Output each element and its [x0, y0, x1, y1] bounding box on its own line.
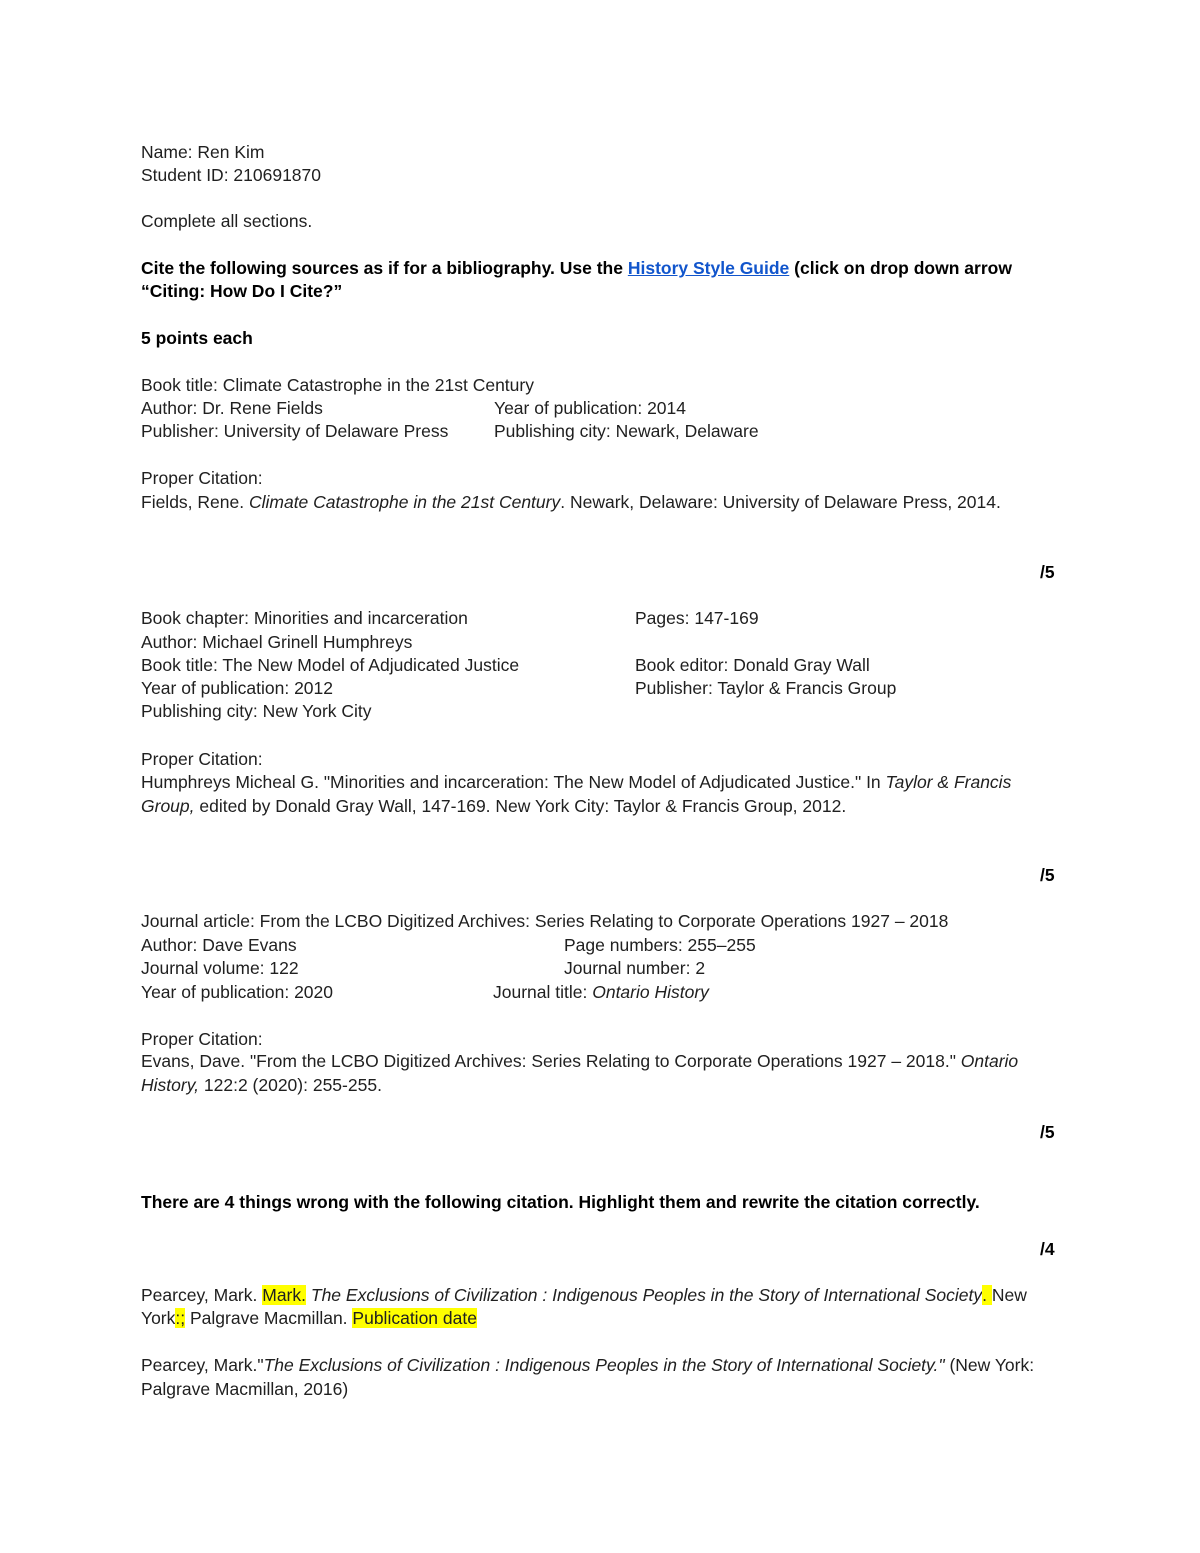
- s1-author: Author: Dr. Rene Fields: [141, 398, 323, 418]
- s3-citation-b: Ontario: [960, 1051, 1019, 1071]
- s3-pages: Page numbers: 255–255: [564, 935, 756, 955]
- s2-citation-c: Group,: [141, 796, 195, 816]
- s2-score: /5: [1040, 865, 1055, 885]
- s2-citation-b: Taylor & Francis: [885, 772, 1012, 792]
- s1-citation-a: Fields, Rene.: [141, 492, 249, 512]
- s1-publisher: Publisher: University of Delaware Press: [141, 421, 449, 441]
- s2-citation-line1: [141, 772, 1011, 792]
- s2-book-title: Book title: The New Model of Adjudicated Justice: [141, 655, 520, 675]
- student-id: Student ID: 210691870: [141, 165, 322, 185]
- s2-citation-line2: [141, 796, 846, 816]
- wrong-citation-line1: [141, 1285, 1027, 1305]
- s3-author: Author: Dave Evans: [141, 935, 297, 955]
- s3-proper-label: Proper Citation:: [141, 1029, 263, 1049]
- cite-instruction-line2: “Citing: How Do I Cite?”: [141, 281, 343, 301]
- highlight-punctuation: :;: [175, 1308, 186, 1328]
- s3-citation-a: Evans, Dave. "From the LCBO Digitized Archives: Series Relating to Corporate Operations 1927 – 2018.": [141, 1051, 961, 1071]
- s1-citation: [141, 492, 1001, 512]
- s2-editor: Book editor: Donald Gray Wall: [635, 655, 870, 675]
- s3-citation-line2: [141, 1075, 382, 1095]
- rewritten-b: (New York:: [944, 1355, 1035, 1375]
- s1-citation-title: Climate Catastrophe in the 21st Century: [248, 492, 561, 512]
- s2-chapter: Book chapter: Minorities and incarceration: [141, 608, 468, 628]
- s2-citation-a: Humphreys Micheal G. "Minorities and incarceration: The New Model of Adjudicated Justice." In: [141, 772, 886, 792]
- s3-journal-label: Journal title:: [493, 982, 593, 1002]
- s3-citation-c: History,: [141, 1075, 200, 1095]
- wrong-instruction: There are 4 things wrong with the following citation. Highlight them and rewrite the citation correctly.: [141, 1192, 980, 1212]
- wrong-l2-b: Palgrave Macmillan.: [185, 1308, 353, 1328]
- s3-journal: [493, 982, 709, 1002]
- cite-instruction-text: Cite the following sources as if for a bibliography. Use the: [141, 258, 628, 278]
- s3-citation-d: 122:2 (2020): 255-255.: [199, 1075, 382, 1095]
- highlight-duplicate-name: Mark.: [262, 1285, 306, 1305]
- highlight-publication-date: Publication date: [352, 1308, 477, 1328]
- instruction-text: Complete all sections.: [141, 211, 313, 231]
- highlight-period: .: [982, 1285, 992, 1305]
- student-name: Name: Ren Kim: [141, 142, 265, 162]
- wrong-score: /4: [1040, 1239, 1055, 1259]
- points-label: 5 points each: [141, 328, 253, 348]
- cite-instruction-tail: (click on drop down arrow: [789, 258, 1012, 278]
- s2-author: Author: Michael Grinell Humphreys: [141, 632, 413, 652]
- wrong-l1-title: The Exclusions of Civilization : Indigenous Peoples in the Story of International Society: [310, 1285, 983, 1305]
- s1-score: /5: [1040, 562, 1055, 582]
- s3-year: Year of publication: 2020: [141, 982, 334, 1002]
- history-style-guide-link[interactable]: History Style Guide: [627, 258, 790, 278]
- wrong-l2-a: York: [141, 1308, 176, 1328]
- s2-year: Year of publication: 2012: [141, 678, 334, 698]
- rewritten-citation-line2: Palgrave Macmillan, 2016): [141, 1379, 349, 1399]
- s1-citation-c: . Newark, Delaware: University of Delaware Press, 2014.: [560, 492, 1001, 512]
- cite-instruction: [141, 258, 1012, 278]
- s2-pages: Pages: 147-169: [635, 608, 759, 628]
- s2-city: Publishing city: New York City: [141, 701, 372, 721]
- rewritten-title: The Exclusions of Civilization : Indigenous Peoples in the Story of International Society.": [263, 1355, 945, 1375]
- s1-year: Year of publication: 2014: [494, 398, 687, 418]
- s2-citation-d: edited by Donald Gray Wall, 147-169. New York City: Taylor & Francis Group, 2012.: [194, 796, 847, 816]
- s2-proper-label: Proper Citation:: [141, 749, 263, 769]
- s1-proper-label: Proper Citation:: [141, 468, 263, 488]
- s3-article: Journal article: From the LCBO Digitized Archives: Series Relating to Corporate Operations 1927 – 2018: [141, 911, 949, 931]
- rewritten-citation-line1: [141, 1355, 1034, 1375]
- s1-city: Publishing city: Newark, Delaware: [494, 421, 759, 441]
- wrong-citation-line2: [141, 1308, 477, 1328]
- s1-book-title: Book title: Climate Catastrophe in the 21st Century: [141, 375, 534, 395]
- wrong-l1-a: Pearcey, Mark.: [141, 1285, 263, 1305]
- s3-volume: Journal volume: 122: [141, 958, 299, 978]
- s3-score: /5: [1040, 1122, 1055, 1142]
- s3-citation-line1: [141, 1051, 1018, 1071]
- rewritten-a: Pearcey, Mark.": [141, 1355, 264, 1375]
- s3-number: Journal number: 2: [564, 958, 706, 978]
- s3-journal-title: Ontario History: [592, 982, 709, 1002]
- s2-publisher: Publisher: Taylor & Francis Group: [635, 678, 897, 698]
- wrong-l1-c: New: [991, 1285, 1027, 1305]
